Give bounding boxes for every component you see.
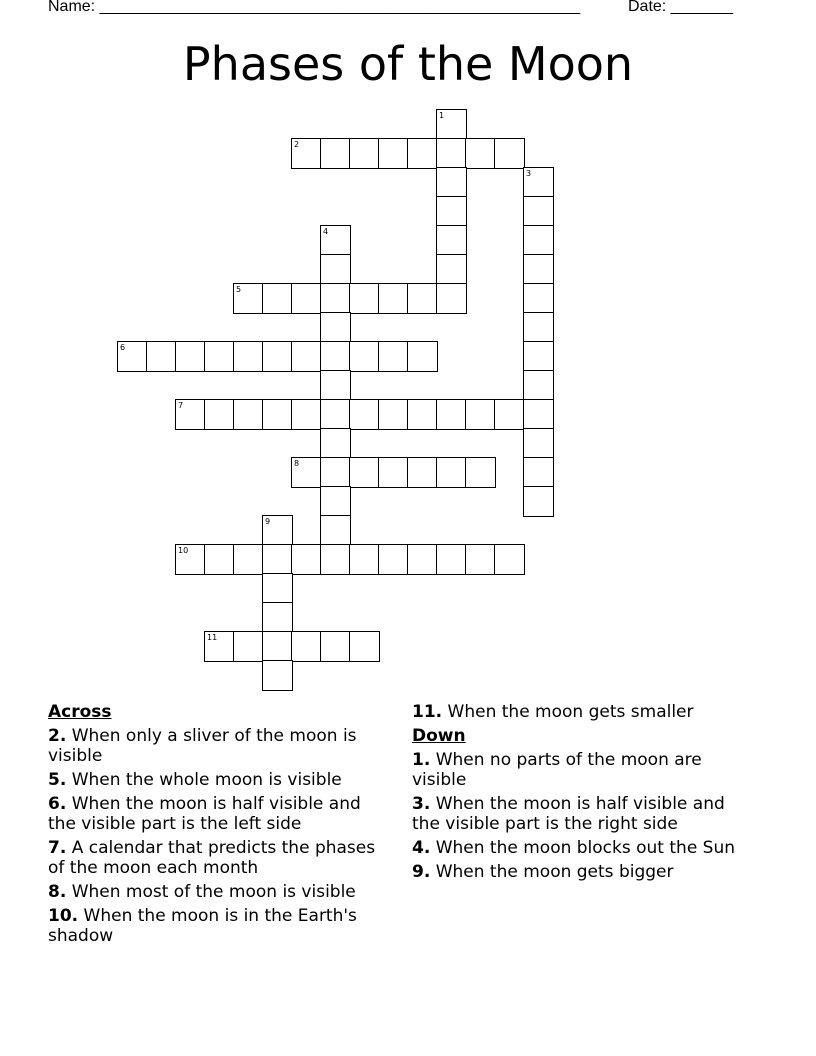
clue-number: 10. bbox=[48, 906, 79, 926]
clue-text: When the moon is half visible and the visible part is the left side bbox=[48, 794, 361, 834]
crossword-cell[interactable] bbox=[320, 370, 351, 401]
crossword-cell[interactable] bbox=[291, 457, 322, 488]
clue-number: 8. bbox=[48, 882, 67, 902]
crossword-cell[interactable] bbox=[494, 138, 525, 169]
across-heading: Across bbox=[48, 702, 112, 722]
crossword-cell[interactable] bbox=[320, 631, 351, 662]
clue-across-6 bbox=[48, 794, 393, 834]
clue-number: 9. bbox=[412, 862, 431, 882]
clue-across-8 bbox=[48, 882, 393, 902]
clue-text: When the moon is in the Earth's shadow bbox=[48, 906, 357, 946]
crossword-cell[interactable] bbox=[262, 283, 293, 314]
clue-text: When the moon blocks out the Sun bbox=[435, 838, 736, 858]
crossword-cell[interactable] bbox=[320, 312, 351, 343]
clue-number: 1. bbox=[412, 750, 431, 770]
crossword-cell[interactable] bbox=[523, 225, 554, 256]
clue-down-9 bbox=[412, 862, 757, 882]
crossword-cell[interactable] bbox=[407, 138, 438, 169]
cell-number: 10 bbox=[178, 546, 189, 555]
crossword-cell[interactable] bbox=[378, 544, 409, 575]
crossword-cell[interactable] bbox=[233, 283, 264, 314]
crossword-cell[interactable] bbox=[349, 341, 380, 372]
crossword-cell[interactable] bbox=[320, 515, 351, 546]
crossword-cell[interactable] bbox=[320, 341, 351, 372]
cell-number: 8 bbox=[294, 459, 300, 468]
clue-down-3 bbox=[412, 794, 757, 834]
crossword-cell[interactable] bbox=[407, 544, 438, 575]
crossword-cell[interactable] bbox=[436, 196, 467, 227]
crossword-cell[interactable] bbox=[436, 138, 467, 169]
clue-across-11 bbox=[412, 702, 757, 722]
crossword-cell[interactable] bbox=[204, 544, 235, 575]
cell-number: 7 bbox=[178, 401, 184, 410]
crossword-cell[interactable] bbox=[291, 341, 322, 372]
clue-text: When the moon gets bigger bbox=[435, 862, 674, 882]
clue-text: A calendar that predicts the phases of the moon each month bbox=[48, 838, 376, 878]
crossword-cell[interactable] bbox=[523, 312, 554, 343]
crossword-cell[interactable] bbox=[378, 457, 409, 488]
crossword-cell[interactable] bbox=[494, 399, 525, 430]
clue-number: 6. bbox=[48, 794, 67, 814]
crossword-cell[interactable] bbox=[378, 341, 409, 372]
crossword-cell[interactable] bbox=[233, 544, 264, 575]
crossword-cell[interactable] bbox=[523, 457, 554, 488]
crossword-cell[interactable] bbox=[349, 283, 380, 314]
clue-number: 4. bbox=[412, 838, 431, 858]
clue-text: When no parts of the moon are visible bbox=[412, 750, 702, 790]
crossword-cell[interactable] bbox=[436, 283, 467, 314]
crossword-cell[interactable] bbox=[523, 283, 554, 314]
crossword-cell[interactable] bbox=[320, 283, 351, 314]
crossword-cell[interactable] bbox=[320, 225, 351, 256]
cell-number: 1 bbox=[439, 111, 445, 120]
clue-text: When the moon is half visible and the visible part is the right side bbox=[412, 794, 725, 834]
crossword-cell[interactable] bbox=[407, 399, 438, 430]
crossword-cell[interactable] bbox=[233, 341, 264, 372]
clue-text: When only a sliver of the moon is visible bbox=[48, 726, 357, 766]
crossword-cell[interactable] bbox=[262, 573, 293, 604]
clue-text: When the moon gets smaller bbox=[447, 702, 694, 722]
crossword-cell[interactable] bbox=[146, 341, 177, 372]
crossword-cell[interactable] bbox=[465, 399, 496, 430]
crossword-cell[interactable] bbox=[262, 399, 293, 430]
clue-across-7 bbox=[48, 838, 393, 878]
cell-number: 9 bbox=[265, 517, 271, 526]
crossword-cell[interactable] bbox=[175, 399, 206, 430]
crossword-cell[interactable] bbox=[204, 399, 235, 430]
crossword-cell[interactable] bbox=[291, 631, 322, 662]
crossword-cell[interactable] bbox=[320, 254, 351, 285]
crossword-cell[interactable] bbox=[320, 399, 351, 430]
crossword-cell[interactable] bbox=[378, 138, 409, 169]
crossword-cell[interactable] bbox=[291, 283, 322, 314]
crossword-cell[interactable] bbox=[378, 283, 409, 314]
crossword-cell[interactable] bbox=[320, 457, 351, 488]
crossword-cell[interactable] bbox=[407, 341, 438, 372]
crossword-cell[interactable] bbox=[378, 399, 409, 430]
crossword-cell[interactable] bbox=[465, 544, 496, 575]
name-field-label: Name: ______________________________________________________ bbox=[48, 0, 581, 15]
crossword-cell[interactable] bbox=[523, 399, 554, 430]
crossword-cell[interactable] bbox=[175, 341, 206, 372]
crossword-cell[interactable] bbox=[465, 457, 496, 488]
cell-number: 5 bbox=[236, 285, 242, 294]
crossword-cell[interactable] bbox=[407, 457, 438, 488]
crossword-cell[interactable] bbox=[436, 544, 467, 575]
clue-number: 3. bbox=[412, 794, 431, 814]
crossword-cell[interactable] bbox=[117, 341, 148, 372]
clue-down-1 bbox=[412, 750, 757, 790]
crossword-cell[interactable] bbox=[349, 631, 380, 662]
crossword-cell[interactable] bbox=[436, 399, 467, 430]
crossword-cell[interactable] bbox=[523, 341, 554, 372]
crossword-cell[interactable] bbox=[436, 167, 467, 198]
crossword-cell[interactable] bbox=[291, 544, 322, 575]
crossword-cell[interactable] bbox=[349, 138, 380, 169]
crossword-cell[interactable] bbox=[262, 602, 293, 633]
clue-text: When the whole moon is visible bbox=[71, 770, 342, 790]
crossword-cell[interactable] bbox=[349, 399, 380, 430]
down-heading: Down bbox=[412, 726, 466, 746]
crossword-cell[interactable] bbox=[320, 138, 351, 169]
crossword-cell[interactable] bbox=[349, 544, 380, 575]
clue-number: 2. bbox=[48, 726, 67, 746]
crossword-cell[interactable] bbox=[349, 457, 380, 488]
clue-across-10 bbox=[48, 906, 393, 946]
crossword-cell[interactable] bbox=[320, 428, 351, 459]
crossword-cell[interactable] bbox=[523, 254, 554, 285]
page-title: Phases of the Moon bbox=[182, 37, 634, 91]
crossword-cell[interactable] bbox=[262, 660, 293, 691]
crossword-cell[interactable] bbox=[291, 399, 322, 430]
clue-across-2 bbox=[48, 726, 393, 766]
crossword-cell[interactable] bbox=[175, 544, 206, 575]
crossword-cell[interactable] bbox=[407, 283, 438, 314]
crossword-cell[interactable] bbox=[494, 544, 525, 575]
clue-number: 7. bbox=[48, 838, 67, 858]
crossword-cell[interactable] bbox=[320, 544, 351, 575]
crossword-cell[interactable] bbox=[204, 631, 235, 662]
cell-number: 4 bbox=[323, 227, 329, 236]
date-field-label: Date: _______ bbox=[628, 0, 733, 15]
crossword-cell[interactable] bbox=[262, 341, 293, 372]
crossword-cell[interactable] bbox=[436, 109, 467, 140]
crossword-cell[interactable] bbox=[523, 370, 554, 401]
cell-number: 3 bbox=[526, 169, 532, 178]
clues-column-left bbox=[48, 702, 393, 950]
clue-text: When most of the moon is visible bbox=[71, 882, 356, 902]
crossword-cell[interactable] bbox=[233, 399, 264, 430]
crossword-cell[interactable] bbox=[523, 428, 554, 459]
crossword-cell[interactable] bbox=[204, 341, 235, 372]
crossword-cell[interactable] bbox=[465, 138, 496, 169]
crossword-cell[interactable] bbox=[262, 515, 293, 546]
crossword-cell[interactable] bbox=[320, 486, 351, 517]
crossword-cell[interactable] bbox=[436, 225, 467, 256]
crossword-cell[interactable] bbox=[262, 631, 293, 662]
clue-number: 5. bbox=[48, 770, 67, 790]
crossword-cell[interactable] bbox=[523, 167, 554, 198]
crossword-cell[interactable] bbox=[523, 196, 554, 227]
crossword-cell[interactable] bbox=[523, 486, 554, 517]
clues-column-right bbox=[412, 702, 757, 886]
crossword-cell[interactable] bbox=[436, 457, 467, 488]
cell-number: 11 bbox=[207, 633, 218, 642]
clue-number: 11. bbox=[412, 702, 443, 722]
crossword-cell[interactable] bbox=[436, 254, 467, 285]
crossword-cell[interactable] bbox=[291, 138, 322, 169]
clue-across-5 bbox=[48, 770, 393, 790]
cell-number: 2 bbox=[294, 140, 300, 149]
clue-down-4 bbox=[412, 838, 757, 858]
crossword-cell[interactable] bbox=[262, 544, 293, 575]
crossword-cell[interactable] bbox=[233, 631, 264, 662]
cell-number: 6 bbox=[120, 343, 126, 352]
